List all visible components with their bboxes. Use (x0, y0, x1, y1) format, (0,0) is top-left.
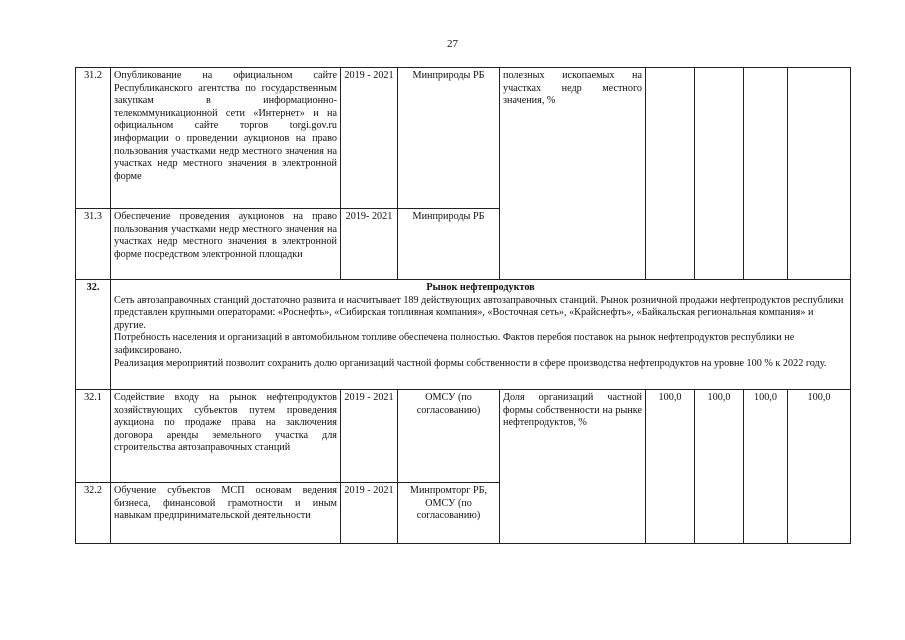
section-paragraph: Реализация мероприятий позволит сохранить долю организаций частной формы собственности в сфере производства нефтепродуктов на уровне 100 % к 2022 году. (114, 357, 827, 369)
value-cell-2021: 100,0 (744, 390, 788, 544)
section-paragraph: Сеть автозаправочных станций достаточно развита и насчитывает 189 действующих автозаправочных станций. Рынок розничной продажи нефтепродуктов республики представлен крупными операторами: «Роснефть», «Сибирская топливная компания», «Восточная сеть», «Крайснефть», «Байкальская региональная компания» и другие. (114, 294, 844, 331)
row-number: 31.3 (76, 209, 111, 280)
row-number: 32.1 (76, 390, 111, 483)
section-number: 32. (76, 280, 111, 390)
plan-table (75, 67, 851, 544)
indicator-cell: Доля организаций частной формы собственности на рынке нефтепродуктов, % (500, 390, 646, 544)
value-cell-2022 (788, 68, 851, 280)
value-cell-2020: 100,0 (695, 390, 744, 544)
table-row-32-1 (76, 390, 851, 483)
value-cell-2022: 100,0 (788, 390, 851, 544)
executor-cell: ОМСУ (по согласованию) (398, 390, 500, 483)
indicator-cell: полезных ископаемых на участках недр местного значения, % (500, 68, 646, 280)
action-cell: Опубликование на официальном сайте Республиканского агентства по государственным закупкам в информационно-телекоммуникационной сети «Интернет» и на официальном сайте торгов torgi.gov.ru информации о проведении аукционов на право пользования участками недр местного значения на участках недр местного значения в электронной форме (111, 68, 341, 209)
period-cell: 2019 - 2021 (341, 68, 398, 209)
period-cell: 2019 - 2021 (341, 483, 398, 544)
executor-cell: Минприроды РБ (398, 68, 500, 209)
section-title: Рынок нефтепродуктов (426, 282, 535, 293)
value-cell-2019: 100,0 (646, 390, 695, 544)
value-cell-2021 (744, 68, 788, 280)
executor-cell: Минприроды РБ (398, 209, 500, 280)
value-cell-2019 (646, 68, 695, 280)
period-cell: 2019 - 2021 (341, 390, 398, 483)
section-description (111, 280, 851, 390)
row-number: 32.2 (76, 483, 111, 544)
page-number: 27 (447, 38, 458, 50)
table-row-31-2 (76, 68, 851, 209)
executor-cell: Минпромторг РБ, ОМСУ (по согласованию) (398, 483, 500, 544)
row-number: 31.2 (76, 68, 111, 209)
section-paragraph: Потребность населения и организаций в автомобильном топливе обеспечена полностью. Фактов перебоя поставок на рынок нефтепродуктов республики не зафиксировано. (114, 332, 795, 356)
action-cell: Обеспечение проведения аукционов на право пользования участками недр местного значения на участках недр местного значения в электронной форме посредством электронной площадки (111, 209, 341, 280)
period-cell: 2019- 2021 (341, 209, 398, 280)
value-cell-2020 (695, 68, 744, 280)
section-row-32 (76, 280, 851, 390)
action-cell: Содействие входу на рынок нефтепродуктов хозяйствующих субъектов путем проведения аукциона по продаже права на заключения договора аренды земельного участка для строительства автозаправочных станций (111, 390, 341, 483)
action-cell: Обучение субъектов МСП основам ведения бизнеса, финансовой грамотности и иным навыкам предпринимательской деятельности (111, 483, 341, 544)
